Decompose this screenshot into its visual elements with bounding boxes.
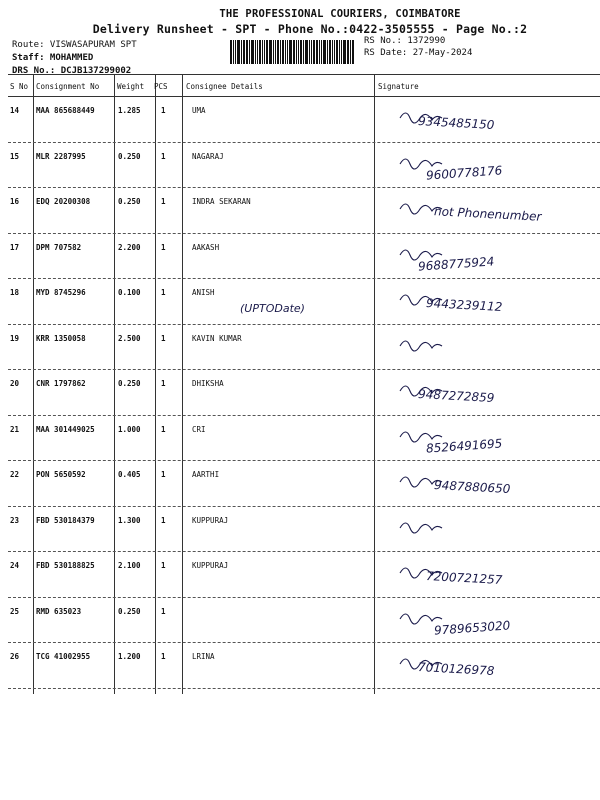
row-consignment-no: DPM 707582 [36, 242, 82, 252]
row-consignment-no: KRR 1350058 [36, 333, 86, 343]
signature-phone-text: 9443239112 [425, 296, 503, 314]
col-header-sno: S No [10, 82, 29, 91]
barcode-bar [257, 40, 258, 64]
barcode-bar [352, 40, 354, 64]
row-consignee: NAGARAJ [192, 151, 224, 161]
row-consignee: DHIKSHA [192, 379, 224, 388]
barcode-bar [259, 40, 261, 64]
row-pcs: 1 [161, 288, 166, 297]
row-weight: 2.100 [118, 561, 141, 570]
row-consignee: KAVIN KUMAR [192, 333, 242, 343]
row-weight: 0.100 [118, 288, 141, 297]
barcode-bar [329, 40, 331, 64]
barcode-bar [293, 40, 295, 64]
runsheet-table [8, 74, 600, 694]
row-pcs: 1 [161, 515, 166, 525]
row-sno: 23 [10, 515, 20, 525]
row-consignment-no: FBD 530184379 [36, 515, 95, 525]
barcode-bar [296, 40, 297, 64]
row-sno: 20 [10, 379, 20, 388]
barcode-bar [300, 40, 302, 64]
row-weight: 2.200 [118, 242, 141, 252]
row-consignment-no: PON 5650592 [36, 470, 86, 479]
row-weight: 1.200 [118, 652, 141, 661]
barcode-bar [251, 40, 254, 64]
row-sno: 21 [10, 424, 20, 434]
row-consignee: AAKASH [192, 242, 220, 252]
row-pcs: 1 [161, 561, 166, 570]
row-weight: 0.250 [118, 197, 141, 206]
table-row [8, 644, 600, 684]
barcode-bar [241, 40, 242, 64]
staff-label: Staff: MOHAMMED [12, 53, 94, 63]
row-weight: 2.500 [118, 333, 141, 343]
row-consignment-no: MLR 2287995 [36, 151, 86, 161]
table-row [8, 235, 600, 275]
barcode-bar [298, 40, 299, 64]
rs-number: RS No.: 1372990 [364, 36, 446, 46]
barcode-bar [249, 40, 250, 64]
barcode-bar [334, 40, 335, 64]
row-separator [8, 369, 600, 370]
barcode-bar [313, 40, 315, 64]
row-pcs: 1 [161, 197, 166, 206]
row-pcs: 1 [161, 652, 166, 661]
row-consignee: KUPPURAJ [192, 515, 229, 525]
barcode-bar [332, 40, 333, 64]
signature-phone-text: 9487272859 [417, 387, 495, 405]
row-weight: 1.285 [118, 106, 141, 115]
barcode-bar [336, 40, 338, 64]
row-pcs: 1 [161, 470, 166, 479]
barcode-bar [343, 40, 346, 64]
row-sno: 17 [10, 242, 20, 252]
row-sno: 16 [10, 197, 20, 206]
signature-phone-text: 9600778176 [425, 162, 503, 183]
barcode-bar [303, 40, 304, 64]
row-consignment-no: MYD 8745296 [36, 288, 86, 297]
rs-date: RS Date: 27-May-2024 [364, 48, 473, 58]
route-label: Route: VISWASAPURAM SPT [12, 40, 137, 50]
row-separator [8, 278, 600, 279]
barcode-bar [277, 40, 279, 64]
row-consignment-no: MAA 865688449 [36, 106, 95, 115]
barcode-bar [323, 40, 326, 64]
barcode-bar [316, 40, 318, 64]
row-sno: 24 [10, 561, 20, 570]
col-header-signature: Signature [378, 82, 419, 91]
row-weight: 1.000 [118, 424, 141, 434]
barcode-bar [230, 40, 232, 64]
row-sno: 18 [10, 288, 20, 297]
row-separator [8, 187, 600, 188]
signature-phone-text: 8526491695 [425, 435, 503, 456]
barcode-bar [319, 40, 320, 64]
col-header-pcs: PCS [154, 82, 168, 91]
row-consignment-no: CNR 1797862 [36, 379, 86, 388]
row-pcs: 1 [161, 242, 166, 252]
drs-number: DRS No.: DCJB137299002 [12, 66, 132, 76]
table-row [8, 508, 600, 548]
barcode-bar [347, 40, 349, 64]
signature-phone-text: 9688775924 [417, 253, 495, 274]
barcode-bar [287, 40, 288, 64]
row-separator [8, 415, 600, 416]
barcode-bar [305, 40, 308, 64]
barcode-bar [350, 40, 351, 64]
barcode-bar [289, 40, 292, 64]
row-sno: 19 [10, 333, 20, 343]
row-separator [8, 506, 600, 507]
row-consignee: INDRA SEKARAN [192, 197, 251, 206]
barcode-bar [285, 40, 286, 64]
company-title: THE PROFESSIONAL COURIERS, COIMBATORE [219, 8, 461, 20]
barcode-bar [309, 40, 310, 64]
row-consignment-no: EDQ 20200308 [36, 197, 91, 206]
barcode-bar [255, 40, 256, 64]
row-sno: 15 [10, 151, 20, 161]
col-header-weight: Weight [117, 82, 145, 91]
barcode-bar [327, 40, 328, 64]
table-row [8, 98, 600, 138]
row-pcs: 1 [161, 606, 166, 616]
barcode [230, 40, 358, 64]
signature-phone-text: 9345485150 [417, 114, 495, 132]
table-row [8, 189, 600, 229]
runsheet-subtitle: Delivery Runsheet - SPT - Phone No.:0422-3505555 - Page No.:2 [92, 22, 528, 36]
row-consignee: ANISH [192, 288, 215, 297]
barcode-bar [280, 40, 281, 64]
signature-phone-text: not Phonenumber [433, 204, 542, 224]
barcode-bar [233, 40, 234, 64]
barcode-bar [273, 40, 274, 64]
barcode-bar [311, 40, 312, 64]
signature-phone-text: 9487880650 [433, 478, 511, 496]
row-separator [8, 142, 600, 143]
row-separator [8, 597, 600, 598]
row-separator [8, 551, 600, 552]
row-separator [8, 324, 600, 325]
handwritten-note: (UPTODate) [240, 302, 305, 315]
row-consignee: KUPPURAJ [192, 561, 229, 570]
col-header-consignment: Consignment No [36, 82, 100, 91]
row-pcs: 1 [161, 379, 166, 388]
barcode-bar [321, 40, 322, 64]
row-weight: 1.300 [118, 515, 141, 525]
barcode-bar [282, 40, 284, 64]
row-consignment-no: RMD 635023 [36, 606, 82, 616]
barcode-bar [243, 40, 245, 64]
barcode-bar [264, 40, 265, 64]
table-row [8, 326, 600, 366]
row-consignee: LRINA [192, 652, 215, 661]
row-consignment-no: TCG 41002955 [36, 652, 91, 661]
row-weight: 0.405 [118, 470, 141, 479]
barcode-bar [275, 40, 276, 64]
row-weight: 0.250 [118, 606, 141, 616]
row-consignee: UMA [192, 106, 206, 115]
row-consignee: CRI [192, 424, 206, 434]
table-row [8, 462, 600, 502]
barcode-bar [235, 40, 236, 64]
table-row [8, 599, 600, 639]
barcode-bar [269, 40, 272, 64]
row-pcs: 1 [161, 106, 166, 115]
row-weight: 0.250 [118, 151, 141, 161]
header-bottom-border [8, 96, 600, 97]
row-separator [8, 688, 600, 689]
row-sno: 14 [10, 106, 20, 115]
row-sno: 22 [10, 470, 20, 479]
row-pcs: 1 [161, 424, 166, 434]
row-pcs: 1 [161, 333, 166, 343]
row-consignee: AARTHI [192, 470, 220, 479]
barcode-bar [339, 40, 340, 64]
signature-phone-text: 7010126978 [417, 660, 495, 678]
row-pcs: 1 [161, 151, 166, 161]
row-sno: 26 [10, 652, 20, 661]
barcode-bar [262, 40, 263, 64]
row-separator [8, 642, 600, 643]
row-separator [8, 233, 600, 234]
table-row [8, 553, 600, 593]
signature-phone-text: 7200721257 [425, 569, 503, 587]
row-sno: 25 [10, 606, 20, 616]
col-header-consignee: Consignee Details [186, 82, 263, 91]
row-weight: 0.250 [118, 379, 141, 388]
barcode-bar [246, 40, 248, 64]
barcode-bar [341, 40, 342, 64]
barcode-bar [266, 40, 268, 64]
table-row [8, 417, 600, 457]
row-separator [8, 460, 600, 461]
row-consignment-no: FBD 530188825 [36, 561, 95, 570]
table-row [8, 371, 600, 411]
table-row [8, 144, 600, 184]
table-top-border [8, 74, 600, 75]
table-row [8, 280, 600, 320]
barcode-bar [237, 40, 240, 64]
row-consignment-no: MAA 301449025 [36, 424, 95, 434]
signature-phone-text: 9789653020 [433, 617, 511, 638]
